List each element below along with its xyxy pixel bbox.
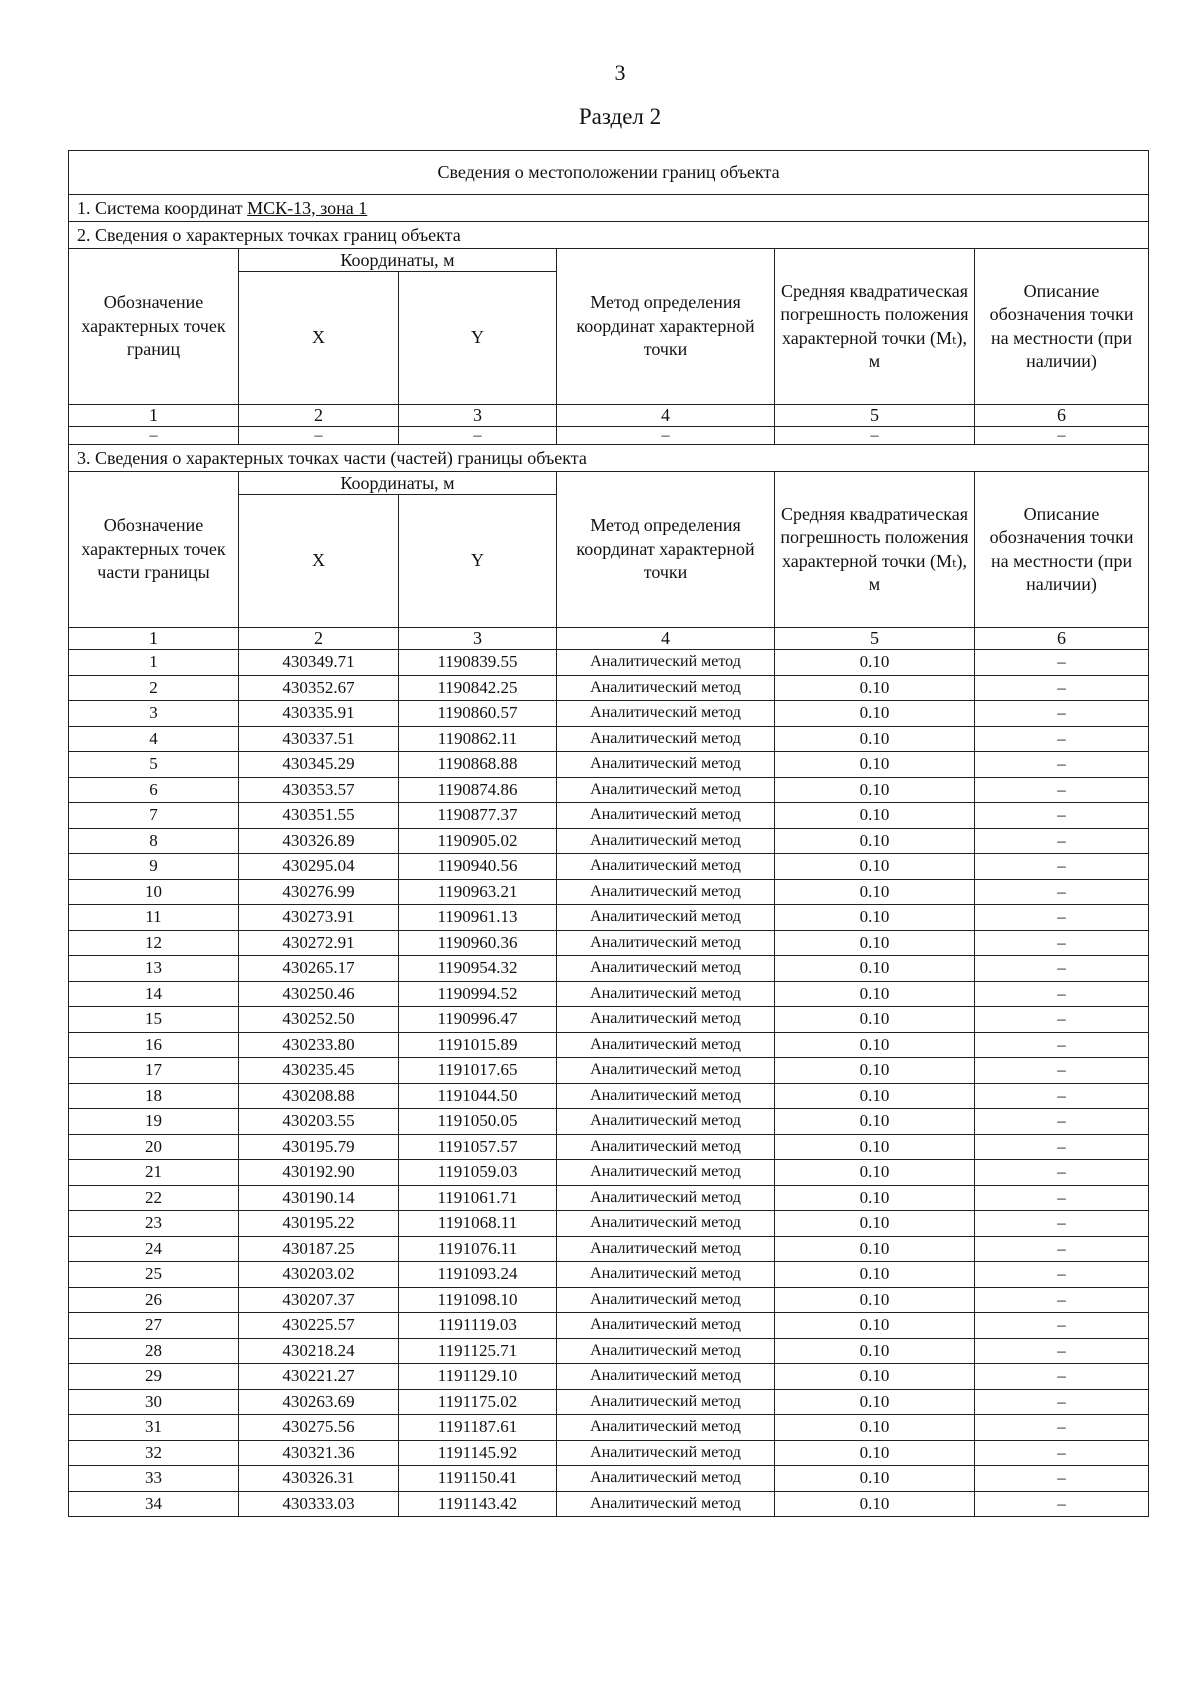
cell-point-number: 22 bbox=[69, 1185, 239, 1211]
coord-system-value: МСК-13, зона 1 bbox=[247, 197, 368, 218]
cell-description: – bbox=[975, 650, 1149, 676]
cell-coord-y: 1190960.36 bbox=[399, 930, 557, 956]
cell-coord-x: 430345.29 bbox=[239, 752, 399, 778]
table-title: Сведения о местоположении границ объекта bbox=[69, 151, 1149, 195]
table-row bbox=[69, 905, 1149, 931]
cell-description: – bbox=[975, 1440, 1149, 1466]
cell-coord-y: 1191143.42 bbox=[399, 1491, 557, 1517]
s2-empty-cell: – bbox=[975, 427, 1149, 445]
cell-coord-y: 1190961.13 bbox=[399, 905, 557, 931]
cell-coord-y: 1190842.25 bbox=[399, 675, 557, 701]
s3-col-num: 2 bbox=[239, 628, 399, 650]
cell-coord-y: 1190994.52 bbox=[399, 981, 557, 1007]
cell-description: – bbox=[975, 1032, 1149, 1058]
cell-method: Аналитический метод bbox=[557, 1007, 775, 1033]
cell-method: Аналитический метод bbox=[557, 650, 775, 676]
s2-header-x: X bbox=[239, 272, 399, 405]
cell-error: 0.10 bbox=[775, 905, 975, 931]
s3-column-numbers bbox=[69, 628, 1149, 650]
s2-header-y: Y bbox=[399, 272, 557, 405]
cell-method: Аналитический метод bbox=[557, 1083, 775, 1109]
cell-coord-x: 430208.88 bbox=[239, 1083, 399, 1109]
cell-method: Аналитический метод bbox=[557, 1211, 775, 1237]
cell-method: Аналитический метод bbox=[557, 1109, 775, 1135]
cell-error: 0.10 bbox=[775, 1440, 975, 1466]
cell-point-number: 30 bbox=[69, 1389, 239, 1415]
cell-error: 0.10 bbox=[775, 803, 975, 829]
cell-point-number: 23 bbox=[69, 1211, 239, 1237]
cell-description: – bbox=[975, 1134, 1149, 1160]
table-row bbox=[69, 1160, 1149, 1186]
cell-error: 0.10 bbox=[775, 650, 975, 676]
cell-error: 0.10 bbox=[775, 1313, 975, 1339]
cell-error: 0.10 bbox=[775, 1415, 975, 1441]
table-row bbox=[69, 1415, 1149, 1441]
table-row bbox=[69, 1287, 1149, 1313]
cell-point-number: 24 bbox=[69, 1236, 239, 1262]
cell-description: – bbox=[975, 1109, 1149, 1135]
cell-point-number: 10 bbox=[69, 879, 239, 905]
cell-error: 0.10 bbox=[775, 1466, 975, 1492]
cell-error: 0.10 bbox=[775, 1007, 975, 1033]
cell-coord-x: 430272.91 bbox=[239, 930, 399, 956]
s2-col-num: 4 bbox=[557, 405, 775, 427]
cell-description: – bbox=[975, 1415, 1149, 1441]
cell-coord-y: 1191017.65 bbox=[399, 1058, 557, 1084]
cell-coord-x: 430233.80 bbox=[239, 1032, 399, 1058]
cell-description: – bbox=[975, 905, 1149, 931]
cell-point-number: 34 bbox=[69, 1491, 239, 1517]
cell-method: Аналитический метод bbox=[557, 1440, 775, 1466]
cell-coord-x: 430295.04 bbox=[239, 854, 399, 880]
cell-point-number: 16 bbox=[69, 1032, 239, 1058]
cell-method: Аналитический метод bbox=[557, 777, 775, 803]
s2-empty-row bbox=[69, 427, 1149, 445]
cell-point-number: 8 bbox=[69, 828, 239, 854]
s3-header-coords: Координаты, м bbox=[239, 472, 557, 495]
cell-description: – bbox=[975, 675, 1149, 701]
cell-coord-y: 1191015.89 bbox=[399, 1032, 557, 1058]
cell-point-number: 7 bbox=[69, 803, 239, 829]
cell-description: – bbox=[975, 1160, 1149, 1186]
cell-point-number: 6 bbox=[69, 777, 239, 803]
cell-method: Аналитический метод bbox=[557, 905, 775, 931]
cell-error: 0.10 bbox=[775, 1389, 975, 1415]
cell-point-number: 1 bbox=[69, 650, 239, 676]
cell-coord-y: 1191057.57 bbox=[399, 1134, 557, 1160]
cell-point-number: 9 bbox=[69, 854, 239, 880]
s3-header-y: Y bbox=[399, 495, 557, 628]
cell-error: 0.10 bbox=[775, 1185, 975, 1211]
table-row bbox=[69, 1211, 1149, 1237]
cell-coord-y: 1191129.10 bbox=[399, 1364, 557, 1390]
cell-error: 0.10 bbox=[775, 1109, 975, 1135]
cell-method: Аналитический метод bbox=[557, 1415, 775, 1441]
cell-method: Аналитический метод bbox=[557, 1160, 775, 1186]
table-row bbox=[69, 956, 1149, 982]
table-row bbox=[69, 1389, 1149, 1415]
cell-method: Аналитический метод bbox=[557, 1491, 775, 1517]
cell-description: – bbox=[975, 1007, 1149, 1033]
cell-coord-x: 430218.24 bbox=[239, 1338, 399, 1364]
cell-method: Аналитический метод bbox=[557, 1236, 775, 1262]
table-row bbox=[69, 1109, 1149, 1135]
cell-description: – bbox=[975, 879, 1149, 905]
cell-point-number: 13 bbox=[69, 956, 239, 982]
cell-point-number: 3 bbox=[69, 701, 239, 727]
cell-coord-x: 430192.90 bbox=[239, 1160, 399, 1186]
cell-method: Аналитический метод bbox=[557, 1466, 775, 1492]
cell-coord-y: 1191061.71 bbox=[399, 1185, 557, 1211]
cell-error: 0.10 bbox=[775, 1032, 975, 1058]
s3-col-num: 1 bbox=[69, 628, 239, 650]
cell-description: – bbox=[975, 1338, 1149, 1364]
cell-error: 0.10 bbox=[775, 777, 975, 803]
cell-description: – bbox=[975, 701, 1149, 727]
cell-coord-y: 1191125.71 bbox=[399, 1338, 557, 1364]
cell-coord-x: 430352.67 bbox=[239, 675, 399, 701]
cell-error: 0.10 bbox=[775, 701, 975, 727]
s2-header-error: Средняя квадратическая погрешность положения характерной точки (Mₜ), м bbox=[775, 249, 975, 405]
cell-coord-y: 1190996.47 bbox=[399, 1007, 557, 1033]
table-row bbox=[69, 701, 1149, 727]
cell-coord-x: 430351.55 bbox=[239, 803, 399, 829]
cell-method: Аналитический метод bbox=[557, 956, 775, 982]
cell-description: – bbox=[975, 956, 1149, 982]
cell-description: – bbox=[975, 828, 1149, 854]
cell-method: Аналитический метод bbox=[557, 1313, 775, 1339]
cell-coord-y: 1190874.86 bbox=[399, 777, 557, 803]
table-row bbox=[69, 1440, 1149, 1466]
cell-method: Аналитический метод bbox=[557, 1262, 775, 1288]
cell-point-number: 5 bbox=[69, 752, 239, 778]
cell-method: Аналитический метод bbox=[557, 1389, 775, 1415]
cell-coord-x: 430207.37 bbox=[239, 1287, 399, 1313]
cell-method: Аналитический метод bbox=[557, 752, 775, 778]
cell-coord-y: 1191119.03 bbox=[399, 1313, 557, 1339]
cell-point-number: 32 bbox=[69, 1440, 239, 1466]
cell-error: 0.10 bbox=[775, 854, 975, 880]
s3-header-description: Описание обозначения точки на местности (при наличии) bbox=[975, 472, 1149, 628]
cell-point-number: 33 bbox=[69, 1466, 239, 1492]
cell-description: – bbox=[975, 726, 1149, 752]
cell-coord-y: 1191187.61 bbox=[399, 1415, 557, 1441]
cell-coord-x: 430273.91 bbox=[239, 905, 399, 931]
cell-coord-x: 430263.69 bbox=[239, 1389, 399, 1415]
cell-error: 0.10 bbox=[775, 752, 975, 778]
cell-description: – bbox=[975, 1236, 1149, 1262]
table-row bbox=[69, 1007, 1149, 1033]
cell-error: 0.10 bbox=[775, 1262, 975, 1288]
cell-description: – bbox=[975, 1364, 1149, 1390]
cell-error: 0.10 bbox=[775, 956, 975, 982]
table-row bbox=[69, 650, 1149, 676]
cell-error: 0.10 bbox=[775, 1287, 975, 1313]
table-row bbox=[69, 854, 1149, 880]
s3-rows bbox=[69, 650, 1149, 1517]
cell-error: 0.10 bbox=[775, 1160, 975, 1186]
table-row bbox=[69, 1338, 1149, 1364]
cell-coord-x: 430349.71 bbox=[239, 650, 399, 676]
cell-method: Аналитический метод bbox=[557, 828, 775, 854]
cell-coord-y: 1191175.02 bbox=[399, 1389, 557, 1415]
s3-col-num: 3 bbox=[399, 628, 557, 650]
cell-coord-x: 430337.51 bbox=[239, 726, 399, 752]
cell-coord-y: 1191093.24 bbox=[399, 1262, 557, 1288]
table-row bbox=[69, 726, 1149, 752]
cell-error: 0.10 bbox=[775, 828, 975, 854]
cell-coord-y: 1191068.11 bbox=[399, 1211, 557, 1237]
cell-error: 0.10 bbox=[775, 1211, 975, 1237]
cell-coord-x: 430276.99 bbox=[239, 879, 399, 905]
cell-point-number: 11 bbox=[69, 905, 239, 931]
cell-method: Аналитический метод bbox=[557, 675, 775, 701]
cell-coord-x: 430252.50 bbox=[239, 1007, 399, 1033]
cell-point-number: 26 bbox=[69, 1287, 239, 1313]
table-row bbox=[69, 675, 1149, 701]
cell-coord-y: 1191044.50 bbox=[399, 1083, 557, 1109]
cell-method: Аналитический метод bbox=[557, 1032, 775, 1058]
s2-header-designation: Обозначение характерных точек границ bbox=[69, 249, 239, 405]
table-row bbox=[69, 1032, 1149, 1058]
cell-method: Аналитический метод bbox=[557, 981, 775, 1007]
cell-method: Аналитический метод bbox=[557, 930, 775, 956]
s2-header-coords: Координаты, м bbox=[239, 249, 557, 272]
cell-method: Аналитический метод bbox=[557, 1364, 775, 1390]
cell-point-number: 19 bbox=[69, 1109, 239, 1135]
cell-coord-y: 1191050.05 bbox=[399, 1109, 557, 1135]
cell-coord-y: 1190963.21 bbox=[399, 879, 557, 905]
s3-header-designation: Обозначение характерных точек части границы bbox=[69, 472, 239, 628]
cell-method: Аналитический метод bbox=[557, 701, 775, 727]
table-row bbox=[69, 981, 1149, 1007]
cell-method: Аналитический метод bbox=[557, 1058, 775, 1084]
cell-error: 0.10 bbox=[775, 675, 975, 701]
s2-header-method: Метод определения координат характерной точки bbox=[557, 249, 775, 405]
s3-header-x: X bbox=[239, 495, 399, 628]
cell-method: Аналитический метод bbox=[557, 1338, 775, 1364]
cell-coord-x: 430203.55 bbox=[239, 1109, 399, 1135]
cell-point-number: 31 bbox=[69, 1415, 239, 1441]
cell-method: Аналитический метод bbox=[557, 803, 775, 829]
s2-col-num: 6 bbox=[975, 405, 1149, 427]
s3-col-num: 5 bbox=[775, 628, 975, 650]
table-row bbox=[69, 1364, 1149, 1390]
cell-method: Аналитический метод bbox=[557, 1287, 775, 1313]
cell-description: – bbox=[975, 1211, 1149, 1237]
cell-coord-y: 1190877.37 bbox=[399, 803, 557, 829]
section-title: Раздел 2 bbox=[578, 104, 662, 129]
cell-point-number: 21 bbox=[69, 1160, 239, 1186]
s2-empty-cell: – bbox=[775, 427, 975, 445]
cell-description: – bbox=[975, 1262, 1149, 1288]
cell-coord-x: 430203.02 bbox=[239, 1262, 399, 1288]
cell-description: – bbox=[975, 1287, 1149, 1313]
cell-coord-y: 1191098.10 bbox=[399, 1287, 557, 1313]
cell-point-number: 27 bbox=[69, 1313, 239, 1339]
cell-coord-y: 1190940.56 bbox=[399, 854, 557, 880]
cell-coord-x: 430353.57 bbox=[239, 777, 399, 803]
cell-coord-y: 1191059.03 bbox=[399, 1160, 557, 1186]
cell-coord-y: 1190954.32 bbox=[399, 956, 557, 982]
cell-point-number: 17 bbox=[69, 1058, 239, 1084]
cell-coord-x: 430221.27 bbox=[239, 1364, 399, 1390]
cell-description: – bbox=[975, 803, 1149, 829]
cell-coord-y: 1190868.88 bbox=[399, 752, 557, 778]
table-row bbox=[69, 1262, 1149, 1288]
table-row bbox=[69, 777, 1149, 803]
cell-description: – bbox=[975, 930, 1149, 956]
section3-title: 3. Сведения о характерных точках части (частей) границы объекта bbox=[69, 445, 1149, 472]
cell-coord-x: 430195.79 bbox=[239, 1134, 399, 1160]
cell-coord-x: 430187.25 bbox=[239, 1236, 399, 1262]
table-row bbox=[69, 1058, 1149, 1084]
cell-error: 0.10 bbox=[775, 879, 975, 905]
s2-col-num: 5 bbox=[775, 405, 975, 427]
s2-empty-cell: – bbox=[557, 427, 775, 445]
cell-error: 0.10 bbox=[775, 981, 975, 1007]
cell-method: Аналитический метод bbox=[557, 854, 775, 880]
cell-coord-x: 430195.22 bbox=[239, 1211, 399, 1237]
table-row bbox=[69, 828, 1149, 854]
cell-coord-y: 1190905.02 bbox=[399, 828, 557, 854]
cell-error: 0.10 bbox=[775, 1083, 975, 1109]
cell-point-number: 14 bbox=[69, 981, 239, 1007]
cell-description: – bbox=[975, 854, 1149, 880]
cell-coord-x: 430335.91 bbox=[239, 701, 399, 727]
s3-col-num: 6 bbox=[975, 628, 1149, 650]
s2-column-numbers bbox=[69, 405, 1149, 427]
cell-point-number: 2 bbox=[69, 675, 239, 701]
cell-method: Аналитический метод bbox=[557, 1134, 775, 1160]
table-row bbox=[69, 1185, 1149, 1211]
s2-empty-cell: – bbox=[399, 427, 557, 445]
coord-system-row bbox=[69, 195, 1149, 222]
cell-error: 0.10 bbox=[775, 1134, 975, 1160]
table-row bbox=[69, 1236, 1149, 1262]
cell-coord-x: 430333.03 bbox=[239, 1491, 399, 1517]
cell-coord-x: 430190.14 bbox=[239, 1185, 399, 1211]
cell-description: – bbox=[975, 981, 1149, 1007]
cell-method: Аналитический метод bbox=[557, 726, 775, 752]
boundary-table bbox=[68, 150, 1149, 1517]
cell-coord-y: 1190839.55 bbox=[399, 650, 557, 676]
s2-col-num: 2 bbox=[239, 405, 399, 427]
table-row bbox=[69, 1313, 1149, 1339]
s2-col-num: 1 bbox=[69, 405, 239, 427]
cell-point-number: 20 bbox=[69, 1134, 239, 1160]
cell-coord-y: 1190860.57 bbox=[399, 701, 557, 727]
coord-system-label: 1. Система координат bbox=[77, 197, 248, 218]
table-row bbox=[69, 803, 1149, 829]
s2-empty-cell: – bbox=[239, 427, 399, 445]
cell-coord-x: 430275.56 bbox=[239, 1415, 399, 1441]
table-row bbox=[69, 879, 1149, 905]
cell-description: – bbox=[975, 1185, 1149, 1211]
cell-error: 0.10 bbox=[775, 1058, 975, 1084]
cell-error: 0.10 bbox=[775, 930, 975, 956]
s2-col-num: 3 bbox=[399, 405, 557, 427]
cell-description: – bbox=[975, 1083, 1149, 1109]
section2-title: 2. Сведения о характерных точках границ объекта bbox=[69, 222, 1149, 249]
s3-col-num: 4 bbox=[557, 628, 775, 650]
cell-point-number: 28 bbox=[69, 1338, 239, 1364]
cell-error: 0.10 bbox=[775, 1364, 975, 1390]
table-row bbox=[69, 752, 1149, 778]
table-row bbox=[69, 930, 1149, 956]
cell-coord-x: 430250.46 bbox=[239, 981, 399, 1007]
cell-coord-x: 430321.36 bbox=[239, 1440, 399, 1466]
cell-description: – bbox=[975, 1466, 1149, 1492]
cell-point-number: 29 bbox=[69, 1364, 239, 1390]
s2-empty-cell: – bbox=[69, 427, 239, 445]
page-number: 3 bbox=[614, 60, 626, 85]
cell-coord-x: 430265.17 bbox=[239, 956, 399, 982]
s3-header-error: Средняя квадратическая погрешность положения характерной точки (Mₜ), м bbox=[775, 472, 975, 628]
cell-point-number: 4 bbox=[69, 726, 239, 752]
cell-coord-x: 430326.31 bbox=[239, 1466, 399, 1492]
cell-coord-y: 1191150.41 bbox=[399, 1466, 557, 1492]
cell-point-number: 25 bbox=[69, 1262, 239, 1288]
cell-coord-x: 430326.89 bbox=[239, 828, 399, 854]
cell-coord-y: 1191145.92 bbox=[399, 1440, 557, 1466]
cell-description: – bbox=[975, 752, 1149, 778]
cell-description: – bbox=[975, 1491, 1149, 1517]
cell-description: – bbox=[975, 777, 1149, 803]
cell-point-number: 18 bbox=[69, 1083, 239, 1109]
cell-error: 0.10 bbox=[775, 726, 975, 752]
cell-error: 0.10 bbox=[775, 1236, 975, 1262]
cell-description: – bbox=[975, 1058, 1149, 1084]
cell-coord-y: 1191076.11 bbox=[399, 1236, 557, 1262]
table-row bbox=[69, 1491, 1149, 1517]
s3-header-method: Метод определения координат характерной точки bbox=[557, 472, 775, 628]
s2-header-description: Описание обозначения точки на местности (при наличии) bbox=[975, 249, 1149, 405]
table-row bbox=[69, 1466, 1149, 1492]
cell-point-number: 15 bbox=[69, 1007, 239, 1033]
cell-method: Аналитический метод bbox=[557, 879, 775, 905]
cell-coord-x: 430225.57 bbox=[239, 1313, 399, 1339]
cell-error: 0.10 bbox=[775, 1338, 975, 1364]
table-row bbox=[69, 1134, 1149, 1160]
cell-method: Аналитический метод bbox=[557, 1185, 775, 1211]
cell-description: – bbox=[975, 1389, 1149, 1415]
cell-coord-x: 430235.45 bbox=[239, 1058, 399, 1084]
table-row bbox=[69, 1083, 1149, 1109]
cell-coord-y: 1190862.11 bbox=[399, 726, 557, 752]
cell-error: 0.10 bbox=[775, 1491, 975, 1517]
cell-description: – bbox=[975, 1313, 1149, 1339]
cell-point-number: 12 bbox=[69, 930, 239, 956]
